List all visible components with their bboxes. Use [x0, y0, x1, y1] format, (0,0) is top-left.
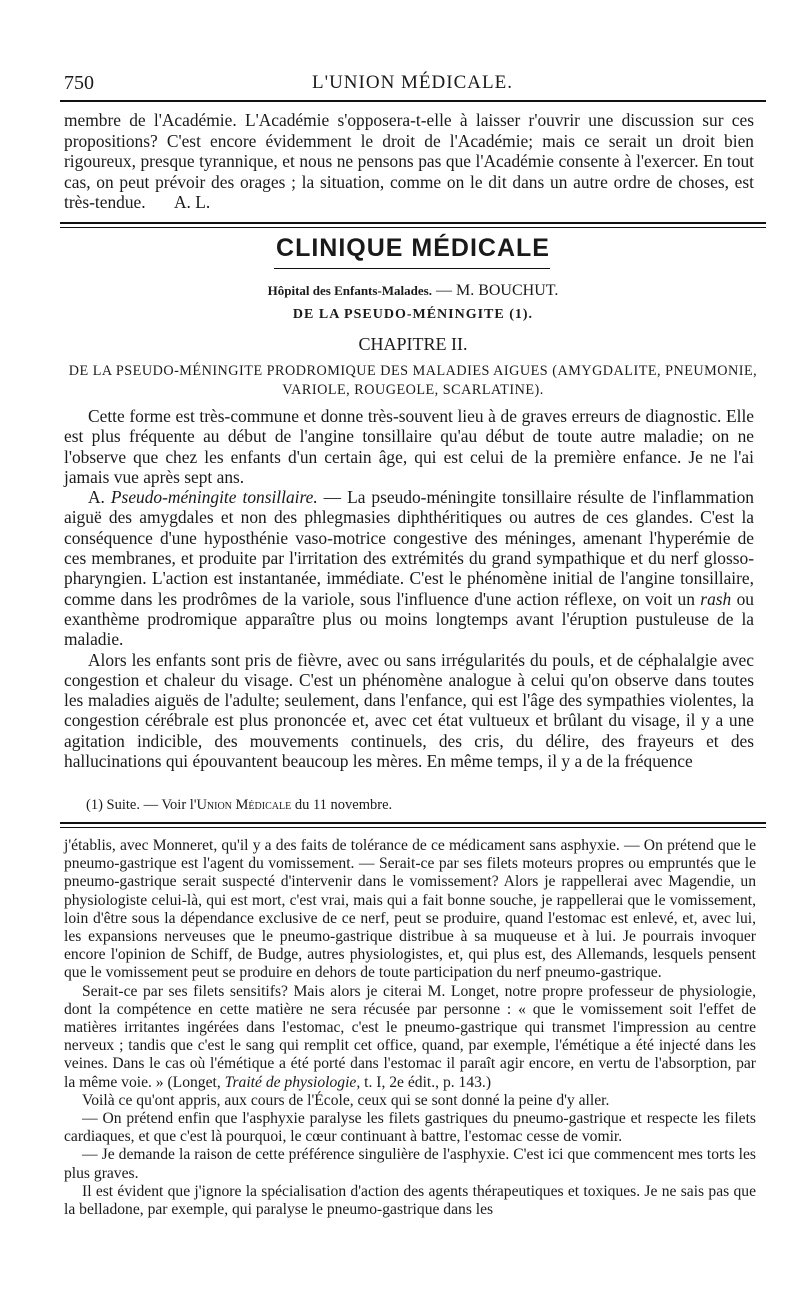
hospital-name: Hôpital des Enfants-Malades.: [267, 283, 432, 298]
paragraph-text: Serait-ce par ses filets sensitifs? Mais alors je citerai M. Longet, notre propre professeur de physiologie, dont la compétence en cette matière ne sera récusée par personne : « que le vomissement soit l'effet de matières irritantes ingérées dans l'estomac, c'est le pneumo-gastrique qui transmet l'impression au centre nerveux ; tandis que c'est le sang qui remplit cet office, quand, par exemple, l'émétique a été injecté dans les veines. Dans le cas où l'émétique a été porté dans l'estomac il paraît agir encore, en vertu de l'absorption, par la même voie. » (Longet,: [64, 982, 756, 1091]
section-title: CLINIQUE MÉDICALE: [276, 234, 550, 262]
body-paragraph: Cette forme est très-commune et donne très-souvent lieu à de graves erreurs de diagnostic. Elle est plus fréquente au début de l'angine tonsillaire qu'au début de toute autre maladie; on ne l'observe que chez les enfants d'un certain âge, qui est celui de la première enfance. Je ne l'ai jamais vue après sept ans.: [64, 406, 754, 487]
intro-text: membre de l'Académie. L'Académie s'opposera-t-elle à laisser r'ouvrir une discussion sur ces propositions? C'est encore évidemment le droit de l'Académie; mais ce serait un droit bien rigoureux, presque tyrannique, et nous ne pensons pas que l'Académie consente à l'exercer. En tout cas, on peut prévoir des orages ; la situation, comme on le dit dans un autre ordre de choses, est très-tendue.: [64, 110, 754, 212]
section-rule-bottom: [60, 227, 766, 228]
italic-citation: Traité de physiologie,: [224, 1073, 361, 1091]
italic-heading: Pseudo-méningite tonsillaire.: [110, 487, 318, 508]
paragraph-letter: A.: [88, 487, 105, 508]
hospital-line: [60, 282, 766, 300]
paragraph-text: — La pseudo-méningite tonsillaire résulte de l'inflammation aiguë des amygdales et non des phlegmasies diphthéritiques ou autres de ces glandes. C'est la conséquence d'une hyposthénie vaso-motrice congestive des méninges, amenant l'hyperémie de ces membranes, et produite par l'irritation des extrémités du grand sympathique et du nerf glosso-pharyngien. L'action est instantanée, immédiate. C'est le phénomène initial de l'angine tonsillaire, comme dans les prodrômes de la variole, sous l'influence d'une action réflexe, on voit un: [64, 487, 754, 609]
footnote-prefix: (1) Suite. — Voir l': [86, 797, 197, 813]
footnote-journal: Union Médicale: [196, 797, 292, 813]
lower-paragraph: — Je demande la raison de cette préférence singulière de l'asphyxie. C'est ici que commencent mes torts les plus graves.: [64, 1146, 756, 1182]
section-title-rule: [274, 268, 550, 269]
author-name: — M. BOUCHUT.: [435, 282, 559, 299]
article-body: [64, 406, 754, 771]
header-rule: [60, 100, 766, 102]
lower-paragraph: — On prétend enfin que l'asphyxie paralyse les filets gastriques du pneumo-gastrique et respecte les filets cardiaques, et que c'est là pourquoi, le cœur continuant à battre, l'estomac cesse de vomir.: [64, 1110, 756, 1146]
body-paragraph: [64, 487, 754, 649]
section-rule-top: [60, 222, 766, 224]
footnote-suffix: du 11 novembre.: [291, 797, 393, 813]
intro-signature: A. L.: [173, 192, 211, 212]
body-paragraph: Alors les enfants sont pris de fièvre, avec ou sans irrégularités du pouls, et de céphalalgie avec congestion et chaleur du visage. C'est un phénomène analogue à celui qu'on observe dans toutes les maladies aiguës de l'adulte; seulement, dans l'enfance, qui est l'âge des sympathies violentes, la congestion cérébrale est plus prononcée et, avec cet état vultueux et brûlant du visage, il y a une agitation indicible, des mouvements continuels, des cris, du délire, des frayeurs et des hallucinations qui épouvantent beaucoup les mères. En même temps, il y a de la fréquence: [64, 649, 754, 772]
lower-paragraph: [64, 983, 756, 1092]
page-number: 750: [64, 72, 94, 94]
italic-word: rash: [700, 588, 732, 609]
chapter-heading: CHAPITRE II.: [358, 334, 468, 354]
feuilleton-section: [64, 837, 756, 1219]
lower-paragraph: Voilà ce qu'ont appris, aux cours de l'École, ceux qui se sont donné la peine d'y aller.: [82, 1091, 610, 1109]
paragraph-text: t. I, 2e édit., p. 143.): [360, 1073, 492, 1091]
footnote: [86, 797, 392, 814]
lower-paragraph: j'établis, avec Monneret, qu'il y a des faits de tolérance de ce médicament sans asphyxie. — On prétend que le pneumo-gastrique est l'agent du vomissement. — Serait-ce par ses filets moteurs propres ou empruntés que le pneumo-gastrique serait suspecté d'intervenir dans le vomissement? Alors je rappellerai avec Magendie, un physiologiste celui-là, qui est mort, c'est vrai, mais qui a fait bonne souche, je rappellerai que le vomissement, loin d'être sous la dépendance exclusive de ce nerf, peut se produire, quand l'estomac est enlevé, et, avec lui, les expansions nerveuses que le pneumo-gastrique distribue à sa muqueuse et à lui. Je pourrais invoquer encore l'opinion de Schiff, de Budge, autres physiologistes, et, qui plus est, des Allemands, lesquels pensent que le vomissement peut se produire en dehors de toute participation du nerf pneumo-gastrique.: [64, 837, 756, 982]
page-header: [60, 70, 765, 98]
running-title: L'UNION MÉDICALE.: [312, 72, 513, 93]
intro-paragraph: [64, 110, 754, 213]
paragraph-text: ou exanthème prodromique apparaître plus ou moins longtemps avant l'éruption pustuleuse de la maladie.: [64, 588, 754, 650]
article-subtitle: DE LA PSEUDO-MÉNINGITE (1).: [292, 307, 534, 322]
lower-paragraph: Il est évident que j'ignore la spécialisation d'action des agents thérapeutiques et toxiques. Je ne sais pas que la belladone, par exemple, qui paralyse le pneumo-gastrique dans les: [64, 1182, 756, 1219]
chapter-subtitle: DE LA PSEUDO-MÉNINGITE PRODROMIQUE DES MALADIES AIGUES (AMYGDALITE, PNEUMONIE, VARIOLE, ROUGEOLE, SCARLATINE).: [68, 363, 758, 398]
feuilleton-rule-bottom: [60, 827, 766, 828]
feuilleton-rule-top: [60, 822, 766, 824]
